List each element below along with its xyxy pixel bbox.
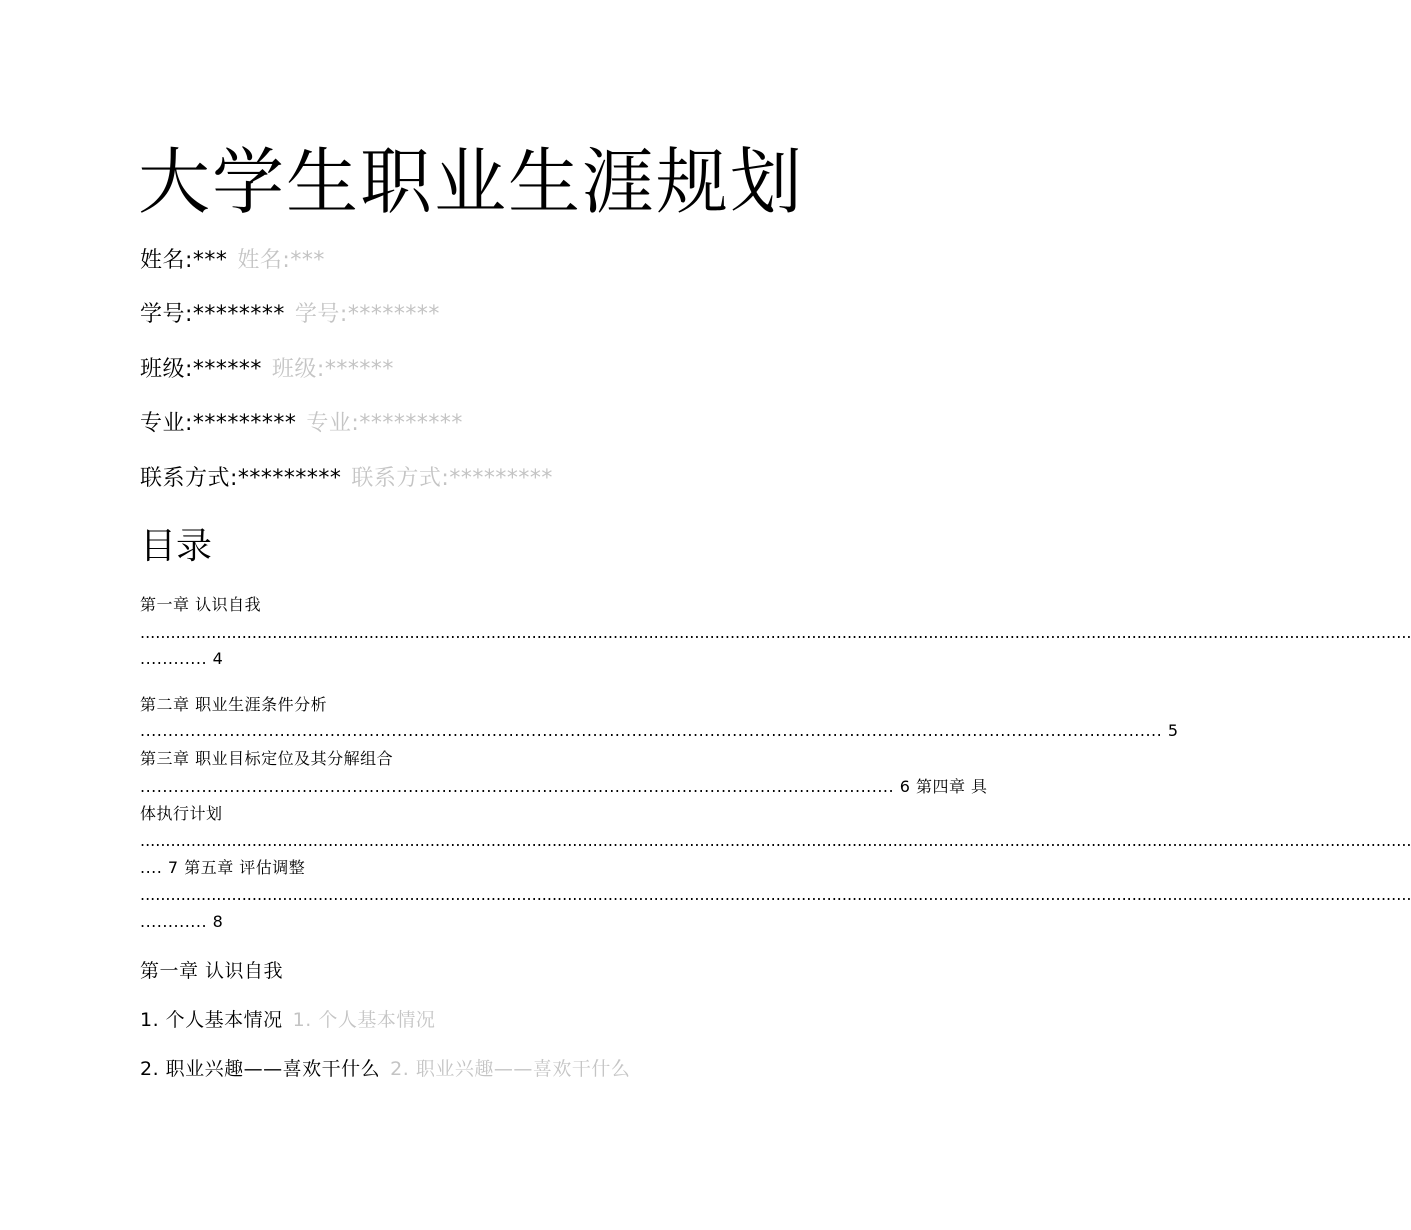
toc-leader-line[interactable]: .......................................................................................................................................................................................................................................................... (140, 623, 1411, 642)
list-item-ghost: 2. 职业兴趣——喜欢干什么 (390, 1058, 631, 1080)
list-item-label: 2. 职业兴趣——喜欢干什么 (140, 1058, 381, 1080)
info-contact-ghost: 联系方式:********* (351, 466, 553, 491)
list-item (140, 1007, 435, 1033)
info-name-label: 姓名:*** (140, 248, 228, 273)
info-class (140, 355, 394, 385)
info-class-label: 班级:****** (140, 357, 262, 382)
toc-heading: 目录 (140, 526, 213, 567)
info-major (140, 409, 463, 439)
toc-leader-line[interactable]: ....................................................................................................................................... 6 第四章 具 (140, 777, 988, 796)
list-item (140, 1056, 630, 1082)
document-title: 大学生职业生涯规划 (138, 140, 805, 224)
info-student-id-label: 学号:******** (140, 302, 285, 327)
toc-line[interactable]: 第一章 认识自我 (140, 595, 262, 614)
toc-line[interactable]: 体执行计划 (140, 804, 223, 823)
info-contact-label: 联系方式:********* (140, 466, 342, 491)
toc-line[interactable]: ............ 4 (140, 649, 224, 668)
info-name (140, 246, 325, 276)
toc-leader-line[interactable]: .......................................................................................................................................................................................................................................................... (140, 831, 1411, 850)
toc-leader-line[interactable]: .......................................................................................................................................................................................................................................................... (140, 885, 1411, 904)
info-major-ghost: 专业:********* (306, 411, 463, 436)
toc-leader-line[interactable]: ....................................................................................................................................................................................... 5 (140, 721, 1179, 740)
chapter-heading: 第一章 认识自我 (140, 960, 284, 982)
info-student-id-ghost: 学号:******** (294, 302, 440, 327)
info-major-label: 专业:********* (140, 411, 297, 436)
toc-line[interactable]: .... 7 第五章 评估调整 (140, 858, 306, 877)
info-name-ghost: 姓名:*** (237, 248, 325, 273)
info-student-id (140, 300, 440, 330)
toc-line[interactable]: 第二章 职业生涯条件分析 (140, 695, 328, 714)
info-class-ghost: 班级:****** (271, 357, 394, 382)
info-contact (140, 464, 553, 494)
list-item-label: 1. 个人基本情况 (140, 1009, 283, 1031)
list-item-ghost: 1. 个人基本情况 (292, 1009, 436, 1031)
toc-line[interactable]: ............ 8 (140, 912, 224, 931)
toc-line[interactable]: 第三章 职业目标定位及其分解组合 (140, 749, 394, 768)
